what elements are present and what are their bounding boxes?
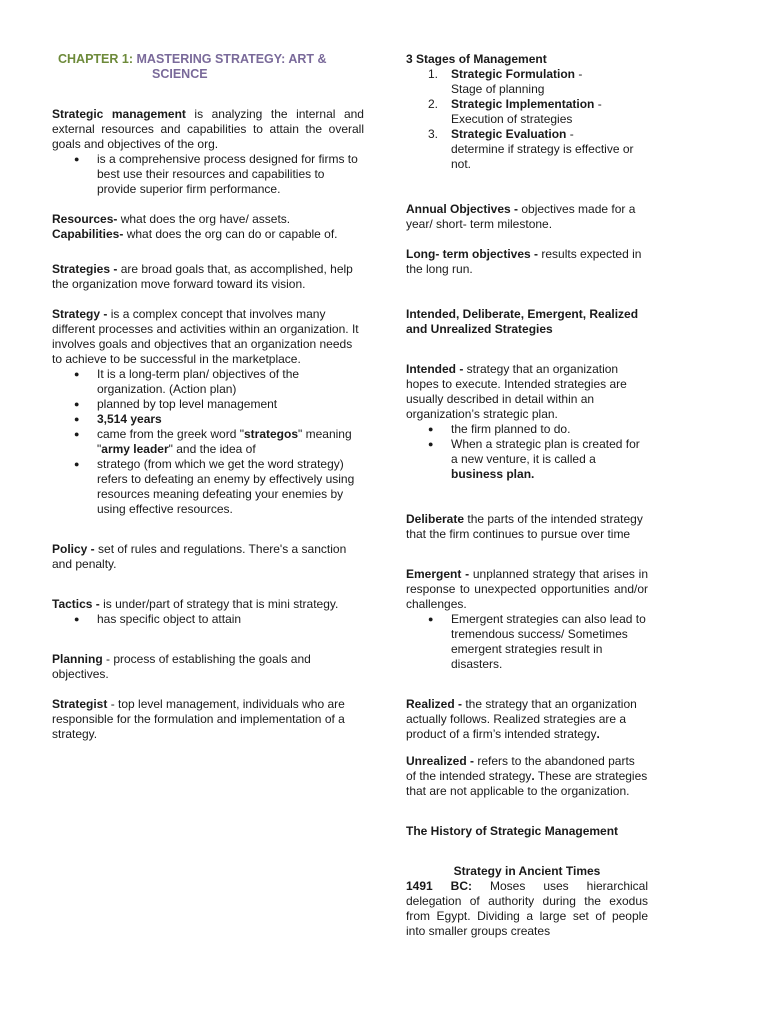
stages-heading: 3 Stages of Management [406, 52, 547, 66]
list-item: ● stratego (from which we get the word strategy) refers to defeating an enemy by effectively using resources meaning defeating your enemies by using effective resources. [52, 457, 364, 517]
list-item: ● came from the greek word "strategos" meaning "army leader" and the idea of [52, 427, 364, 457]
unrealized-definition: Unrealized - refers to the abandoned parts of the intended strategy. These are strategies that are not applicable to the organization. [406, 754, 648, 798]
history-heading: The History of Strategic Management [406, 824, 619, 838]
intended-definition: Intended - strategy that an organization hopes to execute. Intended strategies are usually described in detail within an organization’s strategic plan. [406, 362, 627, 421]
strategy-bullets [52, 367, 364, 517]
list-item: ● planned by top level management [52, 397, 364, 412]
tactics-bullets [52, 612, 364, 627]
long-term-objectives-definition: Long- term objectives - results expected in the long run. [406, 247, 642, 276]
chapter-heading [52, 52, 364, 82]
strategist-definition: Strategist - top level management, individuals who are responsible for the formulation and implementation of a strategy. [52, 697, 345, 741]
emergent-definition: Emergent - unplanned strategy that arises in response to unexpected opportunities and/or challenges. [406, 567, 648, 611]
strategy-types-heading: Intended, Deliberate, Emergent, Realized and Unrealized Strategies [406, 307, 639, 336]
capabilities-definition: Capabilities- what does the org can do or capable of. [52, 227, 338, 241]
list-item: ● 3,514 years [52, 412, 364, 427]
policy-definition: Policy - set of rules and regulations. There's a sanction and penalty. [52, 542, 347, 571]
list-item: ● When a strategic plan is created for a new venture, it is called a business plan. [406, 437, 648, 482]
intended-bullets [406, 422, 648, 482]
list-item: 2. Strategic Implementation - Execution of strategies [428, 97, 602, 126]
strategy-definition: Strategy - is a complex concept that involves many different processes and activities within an organization. It involves goals and objectives that an organization needs to achieve to be successful in the marketplace. [52, 307, 359, 366]
list-item: 1. Strategic Formulation - Stage of planning [428, 67, 583, 96]
list-item: ● Emergent strategies can also lead to tremendous success/ Sometimes emergent strategies result in disasters. [406, 612, 648, 672]
annual-objectives-definition: Annual Objectives - objectives made for a year/ short- term milestone. [406, 202, 636, 231]
list-item: ● is a comprehensive process designed for firms to best use their resources and capabilities to provide superior firm performance. [52, 152, 364, 197]
strategic-management-bullets [52, 152, 364, 197]
chapter-title-line2: SCIENCE [152, 67, 208, 81]
right-column [406, 52, 648, 939]
list-item: ● the firm planned to do. [406, 422, 648, 437]
strategic-management-term: Strategic management [52, 107, 186, 121]
list-item: ● has specific object to attain [52, 612, 364, 627]
strategies-definition: Strategies - are broad goals that, as accomplished, help the organization move forward toward its vision. [52, 262, 353, 291]
realized-definition: Realized - the strategy that an organization actually follows. Realized strategies are a product of a firm’s intended strategy. [406, 697, 637, 741]
chapter-label: CHAPTER 1: [58, 52, 134, 66]
tactics-definition: Tactics - is under/part of strategy that is mini strategy. [52, 597, 339, 611]
ancient-times-heading: Strategy in Ancient Times [453, 864, 601, 878]
strategic-management-definition: Strategic management is analyzing the internal and external resources and capabilities to attain the overall goals and objectives of the org. [52, 107, 364, 151]
resources-definition: Resources- what does the org have/ assets. [52, 212, 291, 226]
chapter-title-line1: MASTERING STRATEGY: ART & [136, 52, 327, 66]
list-item: 3. Strategic Evaluation - determine if strategy is effective or not. [428, 127, 634, 171]
deliberate-definition: Deliberate the parts of the intended strategy that the firm continues to pursue over time [406, 512, 643, 541]
list-item: ● It is a long-term plan/ objectives of the organization. (Action plan) [52, 367, 364, 397]
planning-definition: Planning - process of establishing the goals and objectives. [52, 652, 311, 681]
stages-list [406, 67, 648, 172]
bc-1491-entry: 1491 BC: Moses uses hierarchical delegation of authority during the exodus from Egypt. Dividing a large set of people into smaller groups creates [406, 879, 649, 938]
left-column [52, 52, 364, 742]
emergent-bullets [406, 612, 648, 672]
